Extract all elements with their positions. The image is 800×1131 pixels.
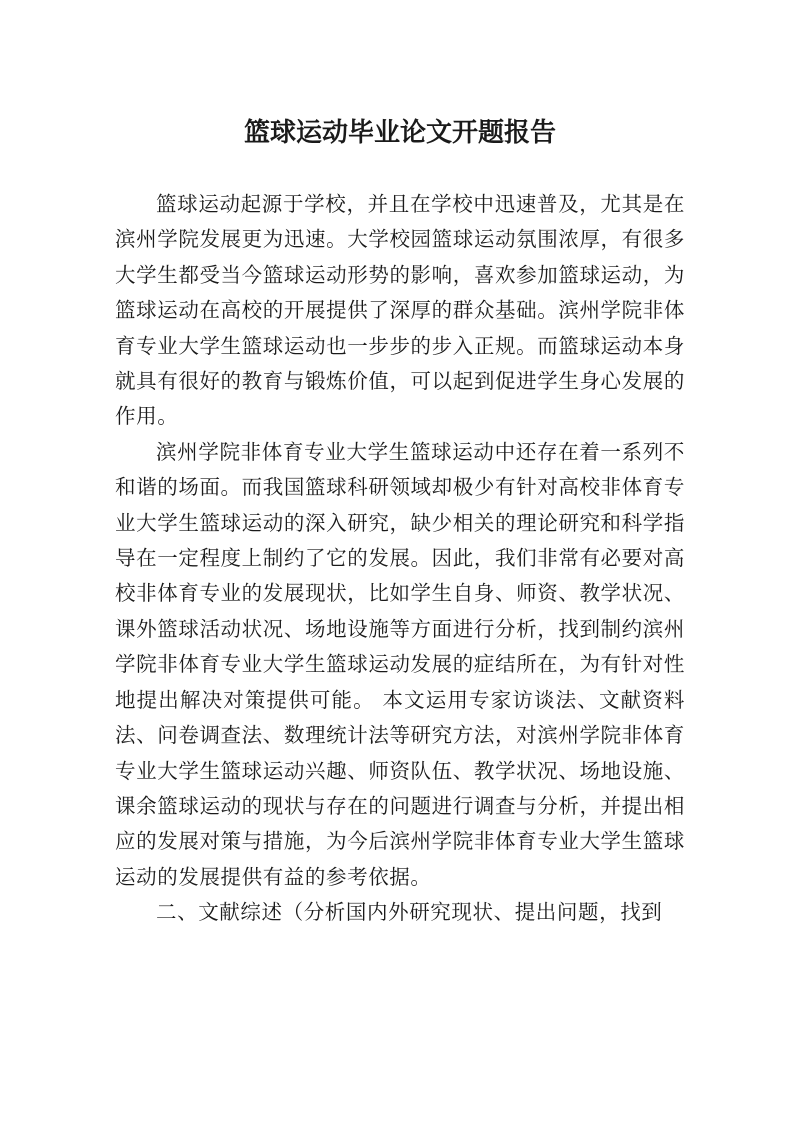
document-body	[115, 187, 685, 931]
paragraph-intro: 篮球运动起源于学校，并且在学校中迅速普及，尤其是在滨州学院发展更为迅速。大学校园篮球运动氛围浓厚，有很多大学生都受当今篮球运动形势的影响，喜欢参加篮球运动，为篮球运动在高校的开展提供了深厚的群众基础。滨州学院非体育专业大学生篮球运动也一步步的步入正规。而篮球运动本身就具有很好的教育与锻炼价值，可以起到促进学生身心发展的作用。	[115, 192, 685, 429]
paragraph-problem: 滨州学院非体育专业大学生篮球运动中还存在着一系列不和谐的场面。而我国篮球科研领域却极少有针对高校非体育专业大学生篮球运动的深入研究，缺少相关的理论研究和科学指导在一定程度上制约了它的发展。因此，我们非常有必要对高校非体育专业的发展现状，比如学生自身、师资、教学状况、课外篮球活动状况、场地设施等方面进行分析，找到制约滨州学院非体育专业大学生篮球运动发展的症结所在，为有针对性地提出解决对策提供可能。 本文运用专家访谈法、文献资料法、问卷调查法、数理统计法等研究方法，对滨州学院非体育专业大学生篮球运动兴趣、师资队伍、教学状况、场地设施、课余篮球运动的现状与存在的问题进行调查与分析，并提出相应的发展对策与措施，为今后滨州学院非体育专业大学生篮球运动的发展提供有益的参考依据。	[115, 439, 685, 889]
document-title: 篮球运动毕业论文开题报告	[243, 118, 556, 149]
paragraph-section-heading: 二、文献综述（分析国内外研究现状、提出问题，找到	[156, 900, 663, 925]
